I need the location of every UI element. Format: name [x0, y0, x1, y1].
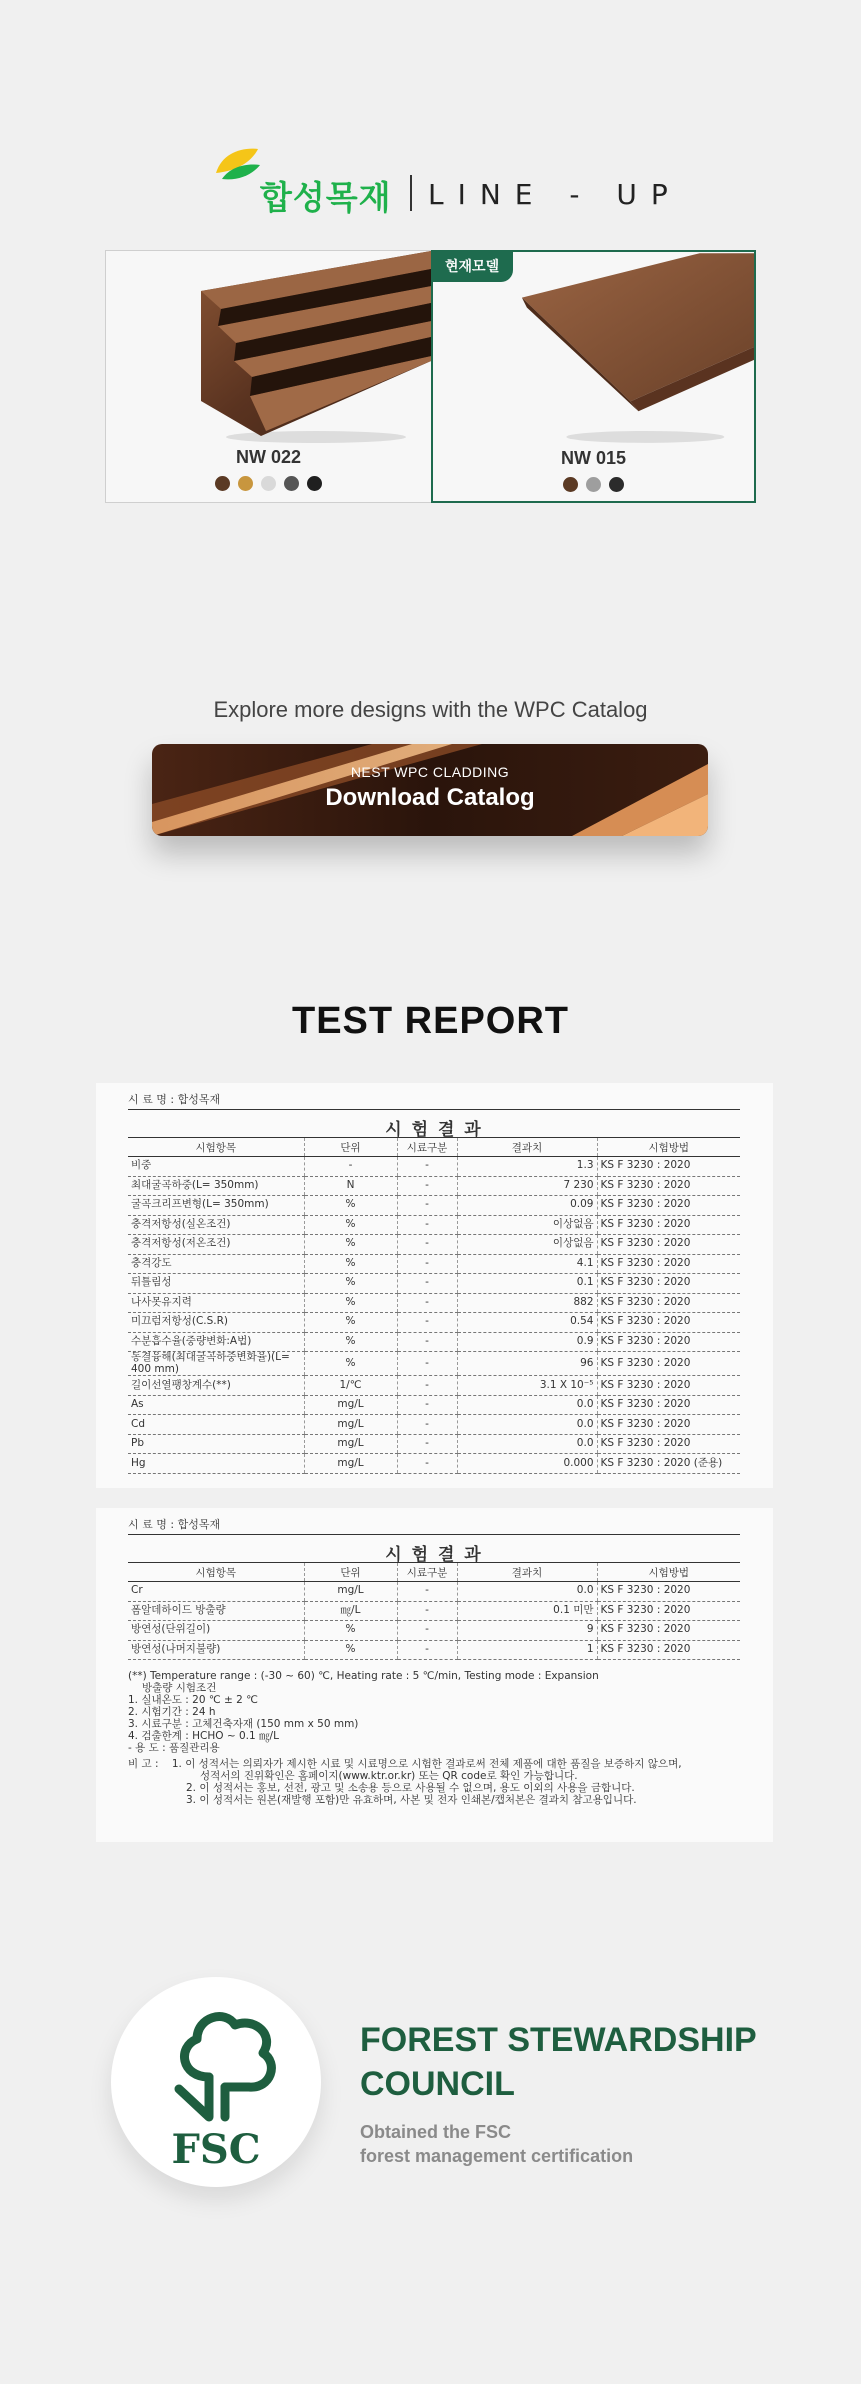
column-header: 시료구분: [397, 1138, 457, 1157]
table-cell: 충격저항성(저온조건): [128, 1235, 304, 1255]
table-cell: mg/L: [304, 1582, 397, 1602]
table-cell: KS F 3230 : 2020: [597, 1274, 740, 1294]
explore-text: Explore more designs with the WPC Catalog: [213, 697, 648, 722]
table-cell: -: [397, 1376, 457, 1396]
table-cell: KS F 3230 : 2020: [597, 1293, 740, 1313]
table-cell: 비중: [128, 1157, 304, 1177]
table-cell: KS F 3230 : 2020: [597, 1582, 740, 1602]
table-cell: 0.0: [457, 1415, 597, 1435]
table-cell: %: [304, 1196, 397, 1216]
table-cell: -: [397, 1274, 457, 1294]
test-report-page-1: [96, 1083, 773, 1488]
table-cell: mg/L: [304, 1415, 397, 1435]
table-cell: KS F 3230 : 2020: [597, 1415, 740, 1435]
swatch-gray[interactable]: [284, 476, 299, 491]
table-cell: 1/℃: [304, 1376, 397, 1396]
table-cell: 나사못유지력: [128, 1293, 304, 1313]
product-name: NW 015: [560, 448, 627, 468]
product-image: [106, 251, 431, 446]
table-cell: -: [397, 1582, 457, 1602]
swatch-gold[interactable]: [238, 476, 253, 491]
table-cell: 0.0: [457, 1582, 597, 1602]
table-cell: 방연성(나머지불량): [128, 1640, 304, 1660]
note-line: 방출량 시험조건: [142, 1682, 217, 1694]
table-cell: -: [397, 1293, 457, 1313]
table-cell: -: [397, 1176, 457, 1196]
remarks-label: 비 고 :: [128, 1758, 159, 1770]
product-lineup: [105, 250, 756, 503]
table-cell: %: [304, 1640, 397, 1660]
table-cell: -: [397, 1157, 457, 1177]
leaf-logo-icon: [212, 145, 262, 190]
table-cell: 방연성(단위길이): [128, 1621, 304, 1641]
fsc-description: [360, 2120, 633, 2168]
table-cell: 9: [457, 1621, 597, 1641]
table-row: [128, 1601, 740, 1621]
table-cell: 충격저항성(실온조건): [128, 1215, 304, 1235]
current-model-badge: 현재모델: [431, 250, 513, 282]
note-line: - 용 도 : 품질관리용: [128, 1742, 220, 1754]
table-cell: KS F 3230 : 2020: [597, 1352, 740, 1376]
table-row: [128, 1582, 740, 1602]
table-cell: ㎎/L: [304, 1601, 397, 1621]
table-cell: Hg: [128, 1454, 304, 1474]
table-cell: 1: [457, 1640, 597, 1660]
table-cell: KS F 3230 : 2020: [597, 1332, 740, 1352]
fsc-desc-line: forest management certification: [360, 2146, 634, 2166]
table-cell: Cr: [128, 1582, 304, 1602]
fsc-desc-line: Obtained the FSC: [360, 2122, 512, 2142]
table-row: [128, 1254, 740, 1274]
table-cell: mg/L: [304, 1395, 397, 1415]
table-cell: -: [397, 1621, 457, 1641]
remark-line: 성적서의 진위확인은 홈페이지(www.ktr.or.kr) 또는 QR code로 확인 가능합니다.: [200, 1770, 578, 1782]
remarks-block: [128, 1758, 748, 1770]
table-cell: -: [397, 1640, 457, 1660]
test-report-title: TEST REPORT: [291, 1000, 570, 1042]
table-cell: %: [304, 1215, 397, 1235]
product-card-nw015[interactable]: [431, 250, 756, 503]
table-cell: 1.3: [457, 1157, 597, 1177]
remark-line: 2. 이 성적서는 홍보, 선전, 광고 및 소송용 등으로 사용될 수 없으며, 용도 이외의 사용을 금합니다.: [186, 1782, 635, 1794]
table-cell: KS F 3230 : 2020: [597, 1621, 740, 1641]
table-cell: -: [397, 1235, 457, 1255]
table-cell: 0.0: [457, 1395, 597, 1415]
table-cell: 3.1 X 10⁻⁵: [457, 1376, 597, 1396]
results-heading: 시 험 결 과: [128, 1534, 740, 1565]
table-cell: 0.1: [457, 1274, 597, 1294]
table-cell: %: [304, 1352, 397, 1376]
color-swatches: [433, 477, 754, 492]
table-cell: -: [397, 1415, 457, 1435]
table-cell: KS F 3230 : 2020: [597, 1313, 740, 1333]
table-cell: 882: [457, 1293, 597, 1313]
table-cell: 길이선열팽창계수(**): [128, 1376, 304, 1396]
table-cell: KS F 3230 : 2020: [597, 1176, 740, 1196]
table-row: [128, 1157, 740, 1177]
table-cell: %: [304, 1235, 397, 1255]
table-cell: KS F 3230 : 2020 (준용): [597, 1454, 740, 1474]
table-cell: 0.000: [457, 1454, 597, 1474]
fsc-logo-text: FSC: [171, 2126, 261, 2173]
column-header: 단위: [304, 1138, 397, 1157]
table-cell: -: [397, 1454, 457, 1474]
table-row: [128, 1395, 740, 1415]
column-header: 시험방법: [597, 1563, 740, 1582]
table-cell: KS F 3230 : 2020: [597, 1395, 740, 1415]
lineup-header: [0, 145, 861, 215]
note-line: (**) Temperature range : (-30 ~ 60) ℃, Heating rate : 5 ℃/min, Testing mode : Expansion: [128, 1670, 599, 1682]
table-row: [128, 1640, 740, 1660]
table-header-row: [128, 1563, 740, 1582]
table-row: [128, 1274, 740, 1294]
table-cell: 충격강도: [128, 1254, 304, 1274]
product-name: NW 022: [235, 447, 302, 467]
table-cell: KS F 3230 : 2020: [597, 1640, 740, 1660]
results-heading: 시 험 결 과: [128, 1109, 740, 1140]
table-cell: mg/L: [304, 1454, 397, 1474]
column-header: 결과치: [457, 1138, 597, 1157]
table-cell: 이상없음: [457, 1215, 597, 1235]
table-cell: N: [304, 1176, 397, 1196]
table-cell: 미끄럼저항성(C.S.R): [128, 1313, 304, 1333]
note-line: 2. 시험기간 : 24 h: [128, 1706, 216, 1718]
table-cell: KS F 3230 : 2020: [597, 1601, 740, 1621]
product-card-nw022[interactable]: [106, 251, 431, 502]
column-header: 시료구분: [397, 1563, 457, 1582]
catalog-button-label: Download Catalog: [325, 784, 535, 811]
swatch-black[interactable]: [307, 476, 322, 491]
column-header: 결과치: [457, 1563, 597, 1582]
swatch-brown[interactable]: [215, 476, 230, 491]
table-cell: KS F 3230 : 2020: [597, 1196, 740, 1216]
table-cell: -: [397, 1395, 457, 1415]
test-report-page-2: [96, 1508, 773, 1842]
table-cell: KS F 3230 : 2020: [597, 1157, 740, 1177]
table-cell: 최대굴곡하중(L= 350mm): [128, 1176, 304, 1196]
brand-name: 합성목재: [260, 178, 392, 217]
table-header-row: [128, 1138, 740, 1157]
header-divider: [410, 175, 412, 211]
swatch-black[interactable]: [609, 477, 624, 492]
remark-line: 1. 이 성적서는 의뢰자가 제시한 시료 및 시료명으로 시험한 결과로써 전체 제품에 대한 품질을 보증하지 않으며,: [171, 1758, 682, 1770]
table-cell: -: [397, 1313, 457, 1333]
sample-name: 시 료 명 : 합성목재: [128, 1093, 221, 1106]
report-notes: [128, 1670, 748, 1806]
column-header: 시험항목: [128, 1563, 304, 1582]
note-line: 3. 시료구분 : 고체건축자재 (150 mm x 50 mm): [128, 1718, 359, 1730]
table-cell: -: [397, 1434, 457, 1454]
table-row: [128, 1196, 740, 1216]
column-header: 시험방법: [597, 1138, 740, 1157]
table-cell: 7 230: [457, 1176, 597, 1196]
table-row: [128, 1621, 740, 1641]
table-row: [128, 1235, 740, 1255]
results-table: [128, 1562, 740, 1660]
table-row: [128, 1176, 740, 1196]
table-cell: As: [128, 1395, 304, 1415]
table-cell: Cd: [128, 1415, 304, 1435]
table-cell: 96: [457, 1352, 597, 1376]
table-cell: Pb: [128, 1434, 304, 1454]
fsc-title: FOREST STEWARDSHIP COUNCIL: [360, 2021, 757, 2103]
swatch-light-gray[interactable]: [261, 476, 276, 491]
table-row: [128, 1376, 740, 1396]
table-cell: %: [304, 1621, 397, 1641]
color-swatches: [106, 476, 431, 491]
results-table: [128, 1137, 740, 1474]
table-row: [128, 1454, 740, 1474]
swatch-brown[interactable]: [563, 477, 578, 492]
swatch-gray[interactable]: [586, 477, 601, 492]
table-cell: mg/L: [304, 1434, 397, 1454]
catalog-subtitle: NEST WPC CLADDING: [350, 764, 510, 780]
lineup-title: LINE - UP: [428, 178, 682, 211]
note-line: 1. 실내온도 : 20 ℃ ± 2 ℃: [128, 1694, 258, 1706]
fsc-tree-icon: [111, 1977, 321, 2187]
table-cell: -: [304, 1157, 397, 1177]
table-cell: %: [304, 1274, 397, 1294]
fsc-logo: [111, 1977, 321, 2187]
table-cell: %: [304, 1332, 397, 1352]
table-cell: -: [397, 1332, 457, 1352]
table-cell: -: [397, 1352, 457, 1376]
table-cell: 굴곡크리프변형(L= 350mm): [128, 1196, 304, 1216]
table-row: [128, 1215, 740, 1235]
table-cell: -: [397, 1215, 457, 1235]
table-cell: -: [397, 1196, 457, 1216]
table-cell: %: [304, 1254, 397, 1274]
table-cell: 0.54: [457, 1313, 597, 1333]
table-cell: -: [397, 1601, 457, 1621]
table-cell: 0.09: [457, 1196, 597, 1216]
table-row: [128, 1313, 740, 1333]
table-cell: %: [304, 1293, 397, 1313]
note-line: 4. 검출한계 : HCHO ~ 0.1 ㎎/L: [128, 1730, 279, 1742]
remark-line: 3. 이 성적서는 원본(재발행 포함)만 유효하며, 사본 및 전자 인쇄본/캡처본은 결과치 참고용입니다.: [186, 1794, 637, 1806]
column-header: 단위: [304, 1563, 397, 1582]
table-row: [128, 1332, 740, 1352]
table-cell: KS F 3230 : 2020: [597, 1235, 740, 1255]
table-cell: KS F 3230 : 2020: [597, 1254, 740, 1274]
table-cell: KS F 3230 : 2020: [597, 1215, 740, 1235]
download-catalog-button[interactable]: [152, 744, 708, 836]
sample-name: 시 료 명 : 합성목재: [128, 1518, 221, 1531]
table-cell: 0.0: [457, 1434, 597, 1454]
table-cell: %: [304, 1313, 397, 1333]
table-cell: KS F 3230 : 2020: [597, 1376, 740, 1396]
table-cell: 폼알데하이드 방출량: [128, 1601, 304, 1621]
table-cell: 이상없음: [457, 1235, 597, 1255]
table-cell: KS F 3230 : 2020: [597, 1434, 740, 1454]
table-cell: 0.9: [457, 1332, 597, 1352]
table-row: [128, 1434, 740, 1454]
table-cell: 0.1 미만: [457, 1601, 597, 1621]
table-cell: 수분흡수율(중량변화:A법): [128, 1332, 304, 1352]
table-cell: -: [397, 1254, 457, 1274]
table-cell: 4.1: [457, 1254, 597, 1274]
table-cell: 동결융해(최대굴곡하중변화율)(L= 400 mm): [128, 1352, 304, 1376]
table-cell: 뒤틀림성: [128, 1274, 304, 1294]
table-row: [128, 1352, 740, 1376]
column-header: 시험항목: [128, 1138, 304, 1157]
table-row: [128, 1293, 740, 1313]
table-row: [128, 1415, 740, 1435]
